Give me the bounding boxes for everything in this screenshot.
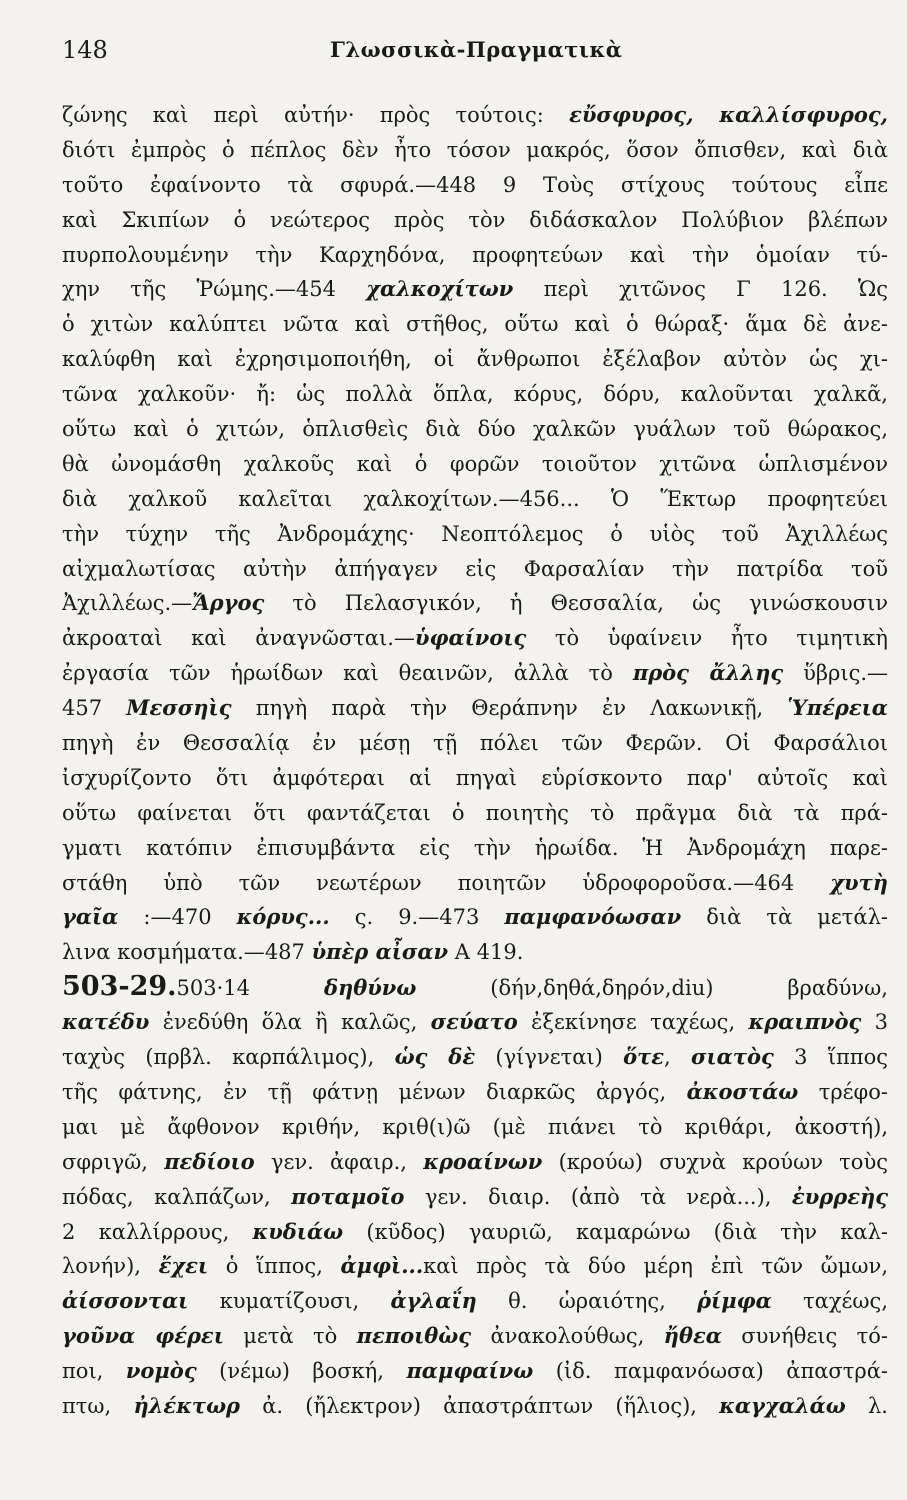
text-run: καλύφθη καὶ ἐχρησιμοποιήθη, οἱ ἄνθρωποι ἐξέλαβον αὐτὸν ὡς χι-: [62, 347, 888, 372]
text-line: [62, 517, 888, 552]
text-run: [250, 976, 324, 1000]
text-run: ἰσχυρίζοντο ὅτι ἀμφότεραι αἱ πηγαὶ εὑρίσκοντο παρ' αὐτοῖς καὶ: [62, 765, 888, 790]
text-run: κραιπνὸς: [748, 1009, 862, 1035]
text-run: καρπάλιμος: [232, 1045, 360, 1070]
text-run: 3 ἵππος: [773, 1045, 888, 1070]
text-run: 487: [264, 940, 305, 965]
text-run: νέμω: [227, 1359, 282, 1384]
text-run: ποι,: [62, 1359, 126, 1384]
text-run: πρὸς ἄλλης: [632, 660, 784, 686]
text-run: ὑφαίνοις: [414, 625, 527, 651]
text-run: (: [416, 976, 499, 1001]
text-run: διότι ἐμπρὸς ὁ πέπλος δὲν ἦτο τόσον μακρός, ὅσον ὄπισθεν, καὶ διὰ: [62, 137, 888, 162]
text-run: λ.: [845, 1393, 888, 1418]
text-line: [62, 1284, 888, 1319]
text-run: νομὸς: [125, 1358, 197, 1384]
text-line: [62, 970, 888, 1005]
text-run: ἥλιος: [623, 1393, 683, 1418]
text-run: 464: [754, 870, 795, 895]
text-line: [62, 98, 888, 133]
text-run: (γίγνεται): [475, 1045, 624, 1070]
text-line: [62, 1075, 888, 1110]
text-run: λινα κοσμήματα.—: [62, 940, 265, 965]
text-run: πεδίοιο: [164, 1148, 255, 1174]
text-run: εὔσφυρος, καλλίσφυρος,: [569, 102, 888, 127]
text-run: κατέδυ: [62, 1009, 150, 1035]
text-run: χην τῆς Ῥώμης.—: [62, 277, 296, 302]
text-run: πτω,: [62, 1393, 134, 1418]
text-line: [62, 1005, 888, 1040]
text-run: Ὁ Ἕκτωρ προφητεύει: [579, 486, 888, 511]
text-run: κόρυς...: [236, 904, 330, 930]
text-line: [62, 1110, 888, 1145]
text-run: τρέφο-: [798, 1079, 888, 1104]
text-run: 456...: [519, 486, 580, 511]
text-run: ποταμοῖο: [291, 1183, 405, 1209]
text-run: τῶνα χαλκοῦν· ἤ: ὡς πολλὰ ὅπλα, κόρυς, δόρυ, καλοῦνται χαλκᾶ,: [62, 382, 888, 407]
text-run: ταχὺς (πρβλ.: [62, 1045, 233, 1070]
text-run: γοῦνα φέρει: [62, 1323, 224, 1349]
text-line: [62, 272, 888, 307]
text-run: ) γαυριῶ, καμαρώνω (διὰ τὴν καλ-: [437, 1219, 888, 1244]
text-run: (ἰδ.: [533, 1359, 614, 1384]
text-line: [62, 1389, 888, 1424]
text-run: αἰχμαλωτίσας αὐτὴν ἀπήγαγεν εἰς Φαρσαλίαν τὴν πατρίδα τοῦ: [62, 556, 888, 581]
text-run: Ὑπέρεια: [787, 695, 888, 721]
text-run: ταχέως,: [771, 1289, 888, 1314]
text-run: δήν,δηθά,δηρόν,: [498, 976, 672, 1001]
text-run: [212, 905, 237, 929]
text-run: [305, 940, 312, 964]
text-line: [62, 168, 888, 203]
text-run: ζώνης καὶ περὶ αὐτήν· πρὸς τούτοις:: [62, 103, 570, 127]
text-run: καγχαλάω: [719, 1392, 846, 1418]
text-run: ) ἀπαστράπτων (: [412, 1393, 624, 1418]
text-line: [62, 552, 888, 587]
text-run: τὸ Πελασγικόν, ἡ Θεσσαλία, ὡς γινώσκουσιν: [264, 591, 888, 616]
text-run: πυρπολουμένην τὴν Καρχηδόνα, προφητεύων καὶ τὴν ὁμοίαν τύ-: [62, 242, 888, 267]
text-run: 457: [62, 696, 103, 721]
text-run: παμφαίνω: [406, 1358, 534, 1384]
text-run: συνήθεις τό-: [721, 1324, 888, 1349]
text-line: [62, 1319, 888, 1354]
text-run: ὅτε: [623, 1044, 665, 1070]
text-run: Ἀχιλλέως.—: [62, 591, 193, 616]
text-line: [62, 377, 888, 412]
text-run: χαλκοχίτων: [366, 276, 514, 302]
text-line: [62, 1040, 888, 1075]
text-run: ὡς δὲ: [394, 1044, 476, 1070]
text-line: [62, 691, 888, 726]
text-run: σφριγῶ,: [62, 1149, 165, 1174]
text-run: οὕτω φαίνεται ὅτι φαντάζεται ὁ ποιητὴς τὸ πρᾶγμα διὰ τὰ πρά-: [62, 800, 888, 825]
text-line: [62, 1215, 888, 1250]
text-line: [62, 447, 888, 482]
text-run: ἀίσσονται: [62, 1288, 189, 1314]
text-run: μετὰ τὸ: [223, 1324, 357, 1349]
text-line: [62, 1145, 888, 1180]
text-line: [62, 586, 888, 621]
text-run: ἐργασία τῶν ἡρωίδων καὶ θεαινῶν, ἀλλὰ τὸ: [62, 661, 633, 686]
text-run: 3: [861, 1010, 888, 1035]
text-run: χυτὴ: [830, 869, 888, 895]
text-run: ὕβρις.—: [783, 661, 888, 686]
text-run: Ἄργος: [192, 590, 265, 616]
text-run: ) ἀπαστρά-: [755, 1359, 888, 1384]
text-run: 448 9: [436, 172, 517, 197]
text-run: καὶ Σκιπίων ὁ νεώτερος πρὸς τὸν διδάσκαλον Πολύβιον βλέπων: [62, 207, 888, 232]
page-number: 148: [62, 36, 108, 64]
text-run: τῆς φάτνης, ἐν τῇ φάτνῃ μένων διαρκῶς ἀργός,: [62, 1079, 687, 1104]
text-run: [794, 871, 830, 895]
text-run: 503·14: [176, 976, 251, 1001]
text-run: [336, 277, 366, 301]
text-run: diu) βραδύνω,: [671, 976, 888, 1001]
text-run: λονήν),: [62, 1254, 159, 1279]
running-title: Γλωσσικὰ-Πραγματικὰ: [330, 37, 623, 62]
text-run: περὶ χιτῶνος Γ 126. Ὡς: [513, 277, 888, 302]
text-line: [62, 726, 888, 761]
page-body-text: [62, 98, 888, 1424]
text-run: σιατὸς: [691, 1044, 774, 1070]
text-run: ἔχει: [158, 1253, 209, 1279]
text-line: [62, 482, 888, 517]
text-line: [62, 656, 888, 691]
text-run: ,: [664, 1045, 692, 1070]
text-run: κροαίνων: [423, 1148, 543, 1174]
text-run: ) βοσκή,: [281, 1359, 407, 1384]
text-run: γματι κατόπιν ἐπισυμβάντα εἰς τὴν ἡρωίδα. Ἡ Ἀνδρομάχη παρε-: [62, 835, 888, 860]
text-run: (: [343, 1219, 375, 1244]
text-line: [62, 203, 888, 238]
text-run: γεν. ἀφαιρ.,: [254, 1149, 424, 1174]
text-run: θὰ ὠνομάσθη χαλκοῦς καὶ ὁ φορῶν τοιοῦτον χιτῶνα ὡπλισμένον: [62, 451, 888, 476]
text-line: [62, 412, 888, 447]
page-header: [62, 28, 882, 68]
text-line: [62, 831, 888, 866]
text-run: ἀκοστάω: [686, 1078, 799, 1104]
text-run: γαῖα: [62, 904, 119, 930]
text-run: ἀμφὶ...: [340, 1253, 424, 1279]
text-run: ),: [359, 1045, 395, 1070]
text-run: 2 καλλίρρους,: [62, 1219, 253, 1244]
text-line: [62, 238, 888, 273]
text-run: ἀ. (: [240, 1393, 314, 1418]
text-run: παμφανόωσαν: [504, 904, 682, 930]
text-run: οὕτω καὶ ὁ χιτών, ὁπλισθεὶς διὰ δύο χαλκῶν γυάλων τοῦ θώρακος,: [62, 417, 888, 442]
text-run: σεύατο: [430, 1009, 518, 1035]
text-run: :—: [118, 905, 172, 930]
text-line: [62, 866, 888, 901]
text-run: ὑπὲρ αἶσαν: [311, 939, 449, 965]
text-line: [62, 133, 888, 168]
text-run: ἐξεκίνησε ταχέως,: [517, 1010, 749, 1035]
text-line: [62, 1249, 888, 1284]
text-run: πηγὴ ἐν Θεσσαλίᾳ ἐν μέσῃ τῇ πόλει τῶν Φερῶν. Οἱ Φαρσάλιοι: [62, 731, 888, 756]
text-run: Α 419.: [448, 940, 524, 965]
text-run: πηγὴ παρὰ τὴν Θεράπνην ἐν Λακωνικῇ,: [231, 696, 788, 721]
text-line: [62, 1354, 888, 1389]
text-run: διὰ χαλκοῦ καλεῖται χαλκοχίτων.—: [62, 486, 520, 511]
text-run: διὰ τὰ μετάλ-: [681, 905, 888, 930]
text-run: ),: [682, 1393, 720, 1418]
text-run: Τοὺς στίχους τούτους εἶπε: [516, 172, 888, 197]
text-run: 454: [295, 277, 336, 302]
text-run: κυματίζουσι,: [188, 1289, 391, 1314]
text-line: [62, 621, 888, 656]
text-run: ἐνεδύθη ὅλα ἢ καλῶς,: [149, 1010, 431, 1035]
text-run: ἤθεα: [663, 1323, 722, 1349]
text-run: ὁ χιτὼν καλύπτει νῶτα καὶ στῆθος, οὕτω καὶ ὁ θώραξ· ἅμα δὲ ἀνε-: [62, 312, 888, 337]
text-run: 473: [439, 905, 480, 930]
text-run: ἤλεκτρον: [313, 1393, 413, 1418]
text-run: μαι μὲ ἄφθονον κριθήν, κριθ(ι)ῶ (μὲ πιάνει τὸ κριθάρι, ἀκοστή),: [62, 1114, 888, 1139]
text-run: 503-29.: [62, 971, 177, 1003]
text-line: [62, 307, 888, 342]
text-run: (: [196, 1359, 228, 1384]
text-run: (κρούω) συχνὰ κρούων τοὺς: [542, 1149, 888, 1174]
text-run: ς. 9.—: [329, 905, 440, 930]
text-line: [62, 935, 888, 970]
text-run: παμφανόωσα: [613, 1359, 756, 1384]
text-run: ῥίμφα: [697, 1288, 772, 1314]
text-run: πεποιθὼς: [356, 1323, 472, 1349]
text-line: [62, 900, 888, 935]
text-run: πόδας, καλπάζων,: [62, 1184, 292, 1209]
text-run: τοῦτο ἐφαίνοντο τὰ σφυρά.—: [62, 172, 437, 197]
text-line: [62, 761, 888, 796]
text-run: γεν. διαιρ. (ἀπὸ τὰ νερὰ...),: [404, 1184, 792, 1209]
text-run: ἠλέκτωρ: [133, 1392, 241, 1418]
text-run: κῦδος: [374, 1219, 438, 1244]
text-run: ἀνακολούθως,: [471, 1324, 664, 1349]
text-run: ἀγλαΐη: [390, 1288, 477, 1314]
text-run: ἐυρρεὴς: [791, 1183, 888, 1209]
text-run: δηθύνω: [323, 975, 417, 1001]
text-run: 470: [171, 905, 212, 930]
text-run: καὶ πρὸς τὰ δύο μέρη ἐπὶ τῶν ὤμων,: [423, 1254, 888, 1279]
text-run: στάθη ὑπὸ τῶν νεωτέρων ποιητῶν ὑδροφοροῦσα.—: [62, 870, 755, 895]
text-run: τὴν τύχην τῆς Ἀνδρομάχης· Νεοπτόλεμος ὁ υἱὸς τοῦ Ἀχιλλέως: [62, 521, 888, 546]
text-run: θ. ὡραιότης,: [476, 1289, 698, 1314]
text-run: ἀκροαταὶ καὶ ἀναγνῶσται.—: [62, 626, 415, 651]
text-run: [102, 696, 126, 720]
text-run: κυδιάω: [252, 1218, 344, 1244]
text-run: ὁ ἵππος,: [208, 1254, 341, 1279]
text-run: Μεσσηὶς: [126, 695, 232, 721]
text-run: [479, 905, 504, 929]
text-line: [62, 1180, 888, 1215]
text-run: τὸ ὑφαίνειν ἦτο τιμητικὴ: [526, 626, 888, 651]
text-line: [62, 796, 888, 831]
text-line: [62, 342, 888, 377]
